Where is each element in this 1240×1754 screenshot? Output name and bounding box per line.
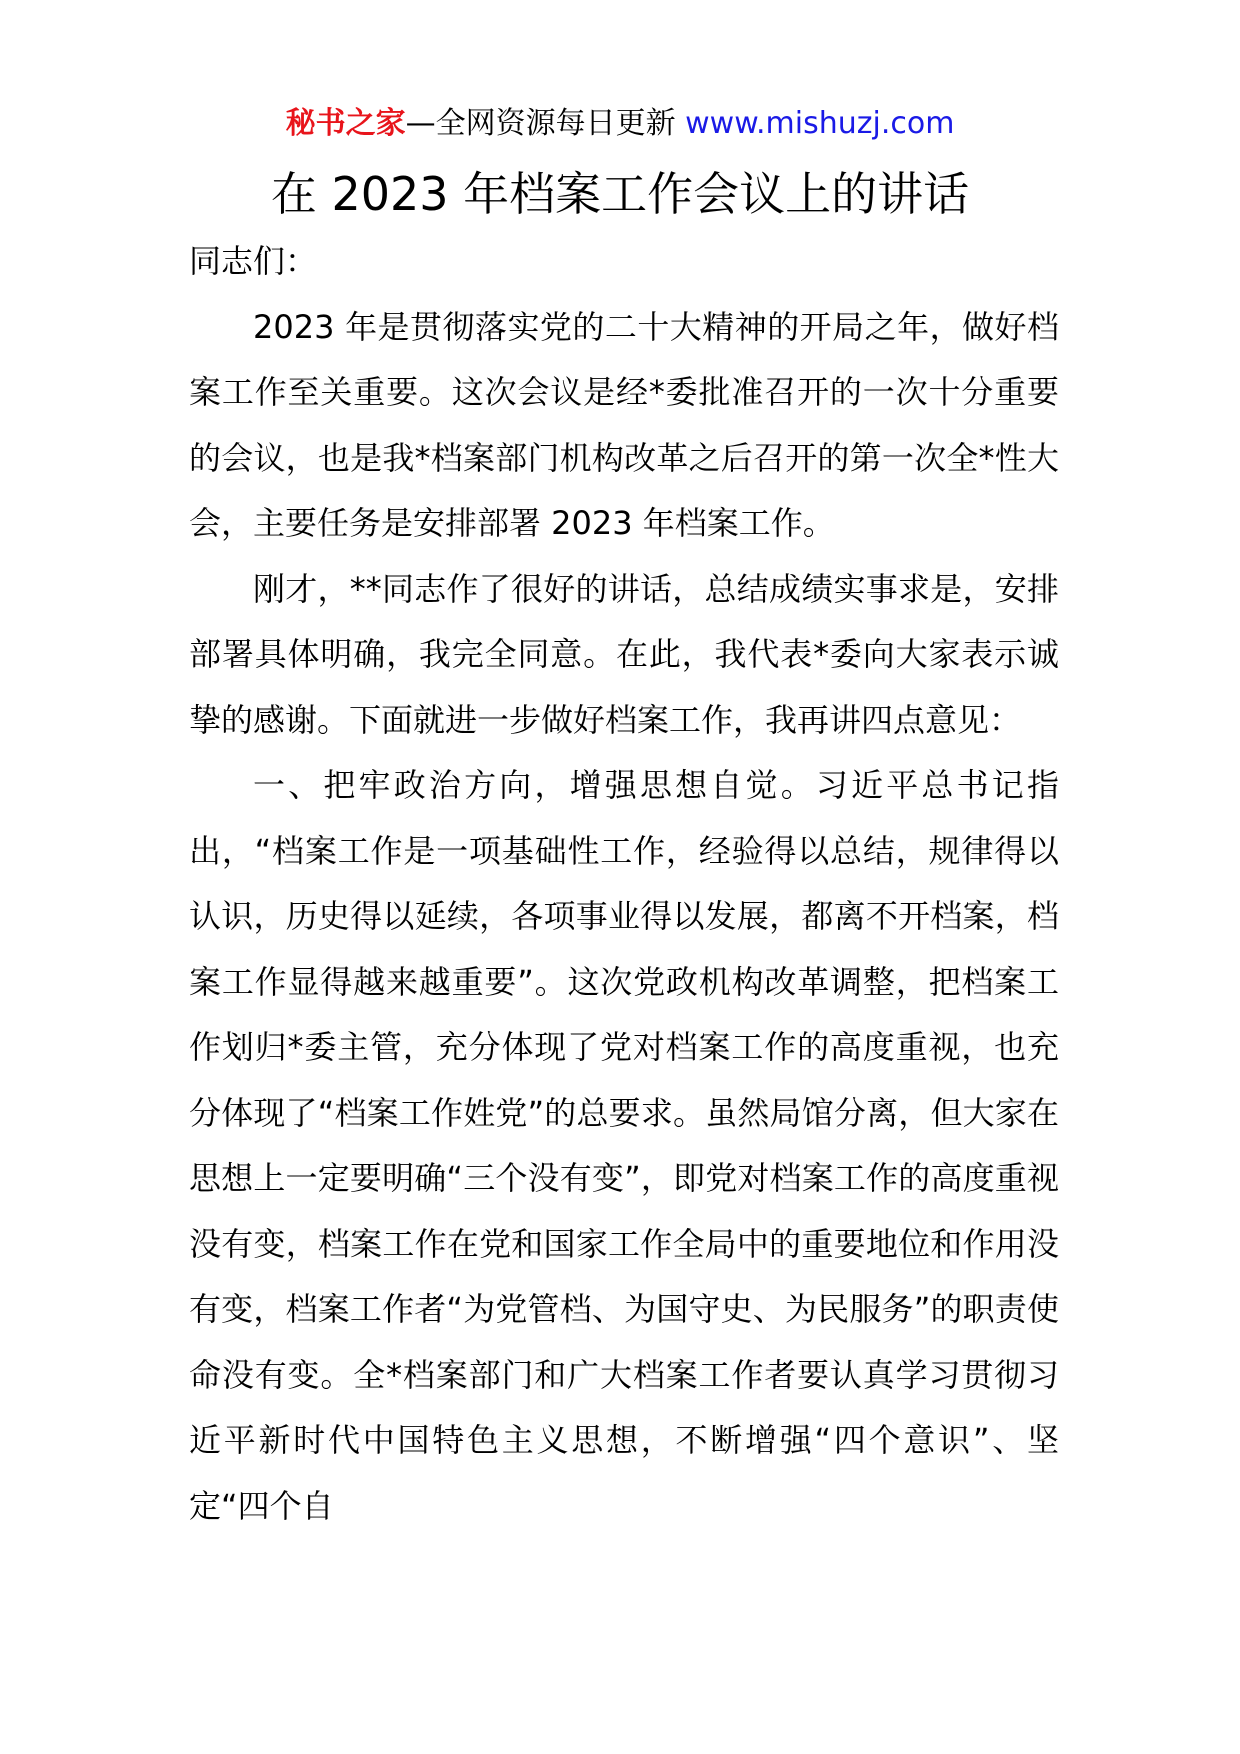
document-title: 在 2023 年档案工作会议上的讲话 bbox=[270, 167, 970, 221]
header-tagline: —全网资源每日更新 bbox=[405, 106, 676, 141]
section-1-heading: 一、把牢政治方向，增强思想自觉。 bbox=[253, 766, 816, 804]
paragraph-1: 2023 年是贯彻落实党的二十大精神的开局之年，做好档案工作至关重要。这次会议是经*委批准召开的一次十分重要的会议，也是我*档案部门机构改革之后召开的第一次全*性大会，主要任务是安排部署 2023 年档案工作。 bbox=[189, 307, 1059, 542]
site-url: www.mishuzj.com bbox=[685, 106, 955, 141]
document-body bbox=[189, 229, 1059, 1539]
paragraph-section-1 bbox=[189, 753, 1059, 1539]
section-1-text: 习近平总书记指出，“档案工作是一项基础性工作，经验得以总结，规律得以认识，历史得以延续，各项事业得以发展，都离不开档案，档案工作显得越来越重要”。这次党政机构改革调整，把档案工作划归*委主管，充分体现了党对档案工作的高度重视，也充分体现了“档案工作姓党”的总要求。虽然局馆分离，但大家在思想上一定要明确“三个没有变”，即党对档案工作的高度重视没有变，档案工作在党和国家工作全局中的重要地位和作用没有变，档案工作者“为党管档、为国守史、为民服务”的职责使命没有变。全*档案部门和广大档案工作者要认真学习贯彻习近平新时代中国特色主义思想，不断增强“四个意识”、坚定“四个自 bbox=[189, 766, 1059, 1525]
salutation: 同志们： bbox=[189, 242, 318, 280]
brand-name: 秘书之家 bbox=[285, 106, 406, 141]
paragraph-2: 刚才，**同志作了很好的讲话，总结成绩实事求是，安排部署具体明确，我完全同意。在此，我代表*委向大家表示诚挚的感谢。下面就进一步做好档案工作，我再讲四点意见： bbox=[189, 569, 1059, 739]
page-header bbox=[0, 104, 1240, 144]
